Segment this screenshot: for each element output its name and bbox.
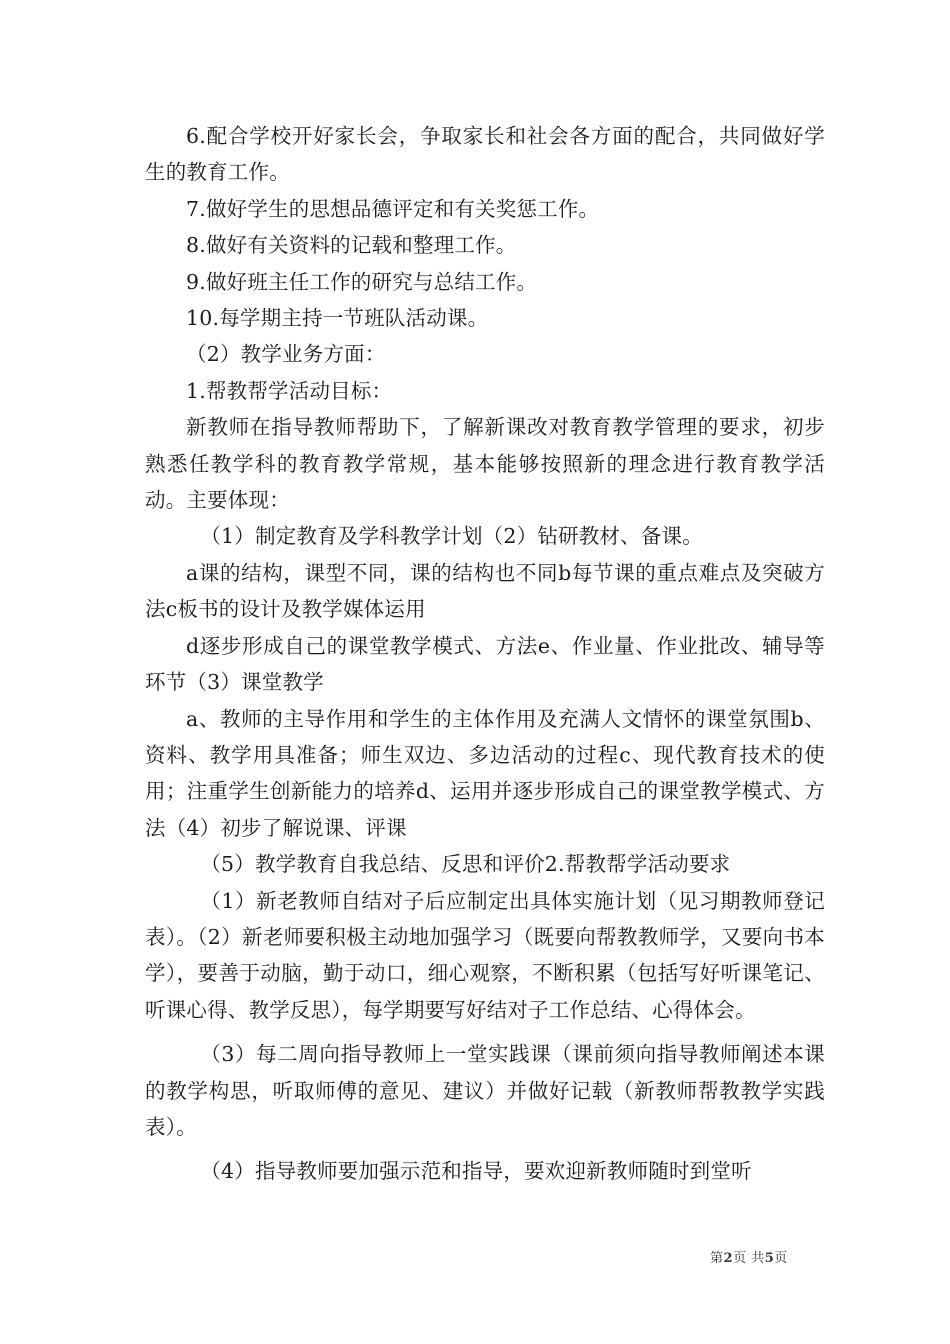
paragraph-teaching-model: d逐步形成自己的课堂教学模式、方法e、作业量、作业批改、辅导等环节（3）课堂教学 [145, 633, 825, 695]
paragraph-item-9: 9.做好班主任工作的研究与总结工作。 [186, 269, 538, 294]
paragraph-classroom-teaching: a、教师的主导作用和学生的主体作用及充满人文情怀的课堂氛围b、资料、教学用具准备；师生双边、多边活动的过程c、现代教育技术的使用；注重学生创新能力的培养d、运用并逐步形成自己的课堂教学模式、方法（4）初步了解说课、评课 [145, 706, 825, 840]
paragraph-lesson-structure: a课的结构，课型不同，课的结构也不同b每节课的重点难点及突破方法c板书的设计及教学媒体运用 [145, 560, 825, 622]
footer-middle: 页 共 [733, 1251, 765, 1266]
paragraph-item-6: 6.配合学校开好家长会，争取家长和社会各方面的配合，共同做好学生的教育工作。 [145, 124, 825, 185]
paragraph-item-10: 10.每学期主持一节班队活动课。 [186, 306, 489, 331]
paragraph-item-8: 8.做好有关资料的记载和整理工作。 [186, 233, 517, 258]
paragraph-item-7: 7.做好学生的思想品德评定和有关奖惩工作。 [186, 196, 600, 221]
footer-current-page: 2 [723, 1251, 734, 1266]
paragraph-mentor-guidance: （4）指导教师要加强示范和指导，要欢迎新教师随时到堂听 [200, 1159, 752, 1184]
paragraph-practice-lesson: （3）每二周向指导教师上一堂实践课（课前须向指导教师阐述本课的教学构思，听取师傅的意见、建议）并做好记载（新教师帮教教学实践表）。 [145, 1042, 825, 1139]
page-footer [710, 1247, 810, 1266]
document-body [145, 118, 825, 1190]
paragraph-plan-items: （1）制定教育及学科教学计划（2）钻研教材、备课。 [200, 524, 703, 549]
paragraph-self-review: （5）教学教育自我总结、反思和评价2.帮教帮学活动要求 [200, 852, 731, 877]
footer-total-pages: 5 [764, 1251, 775, 1266]
subheading-goals: 1.帮教帮学活动目标： [186, 378, 393, 403]
paragraph-pairing-plan: （1）新老教师自结对子后应制定出具体实施计划（见习期教师登记表）。（2）新老师要积极主动地加强学习（既要向帮教教师学，又要向书本学），要善于动脑，勤于动口，细心观察，不断积累（包括写好听课笔记、听课心得、教学反思），每学期要写好结对子工作总结、心得体会。 [145, 888, 825, 1022]
footer-suffix: 页 [774, 1251, 788, 1266]
footer-prefix: 第 [710, 1251, 724, 1266]
section-heading-teaching: （2）教学业务方面： [186, 342, 386, 367]
paragraph-goals-intro: 新教师在指导教师帮助下，了解新课改对教育教学管理的要求，初步熟悉任教学科的教育教学常规，基本能够按照新的理念进行教育教学活动。主要体现： [145, 415, 825, 513]
